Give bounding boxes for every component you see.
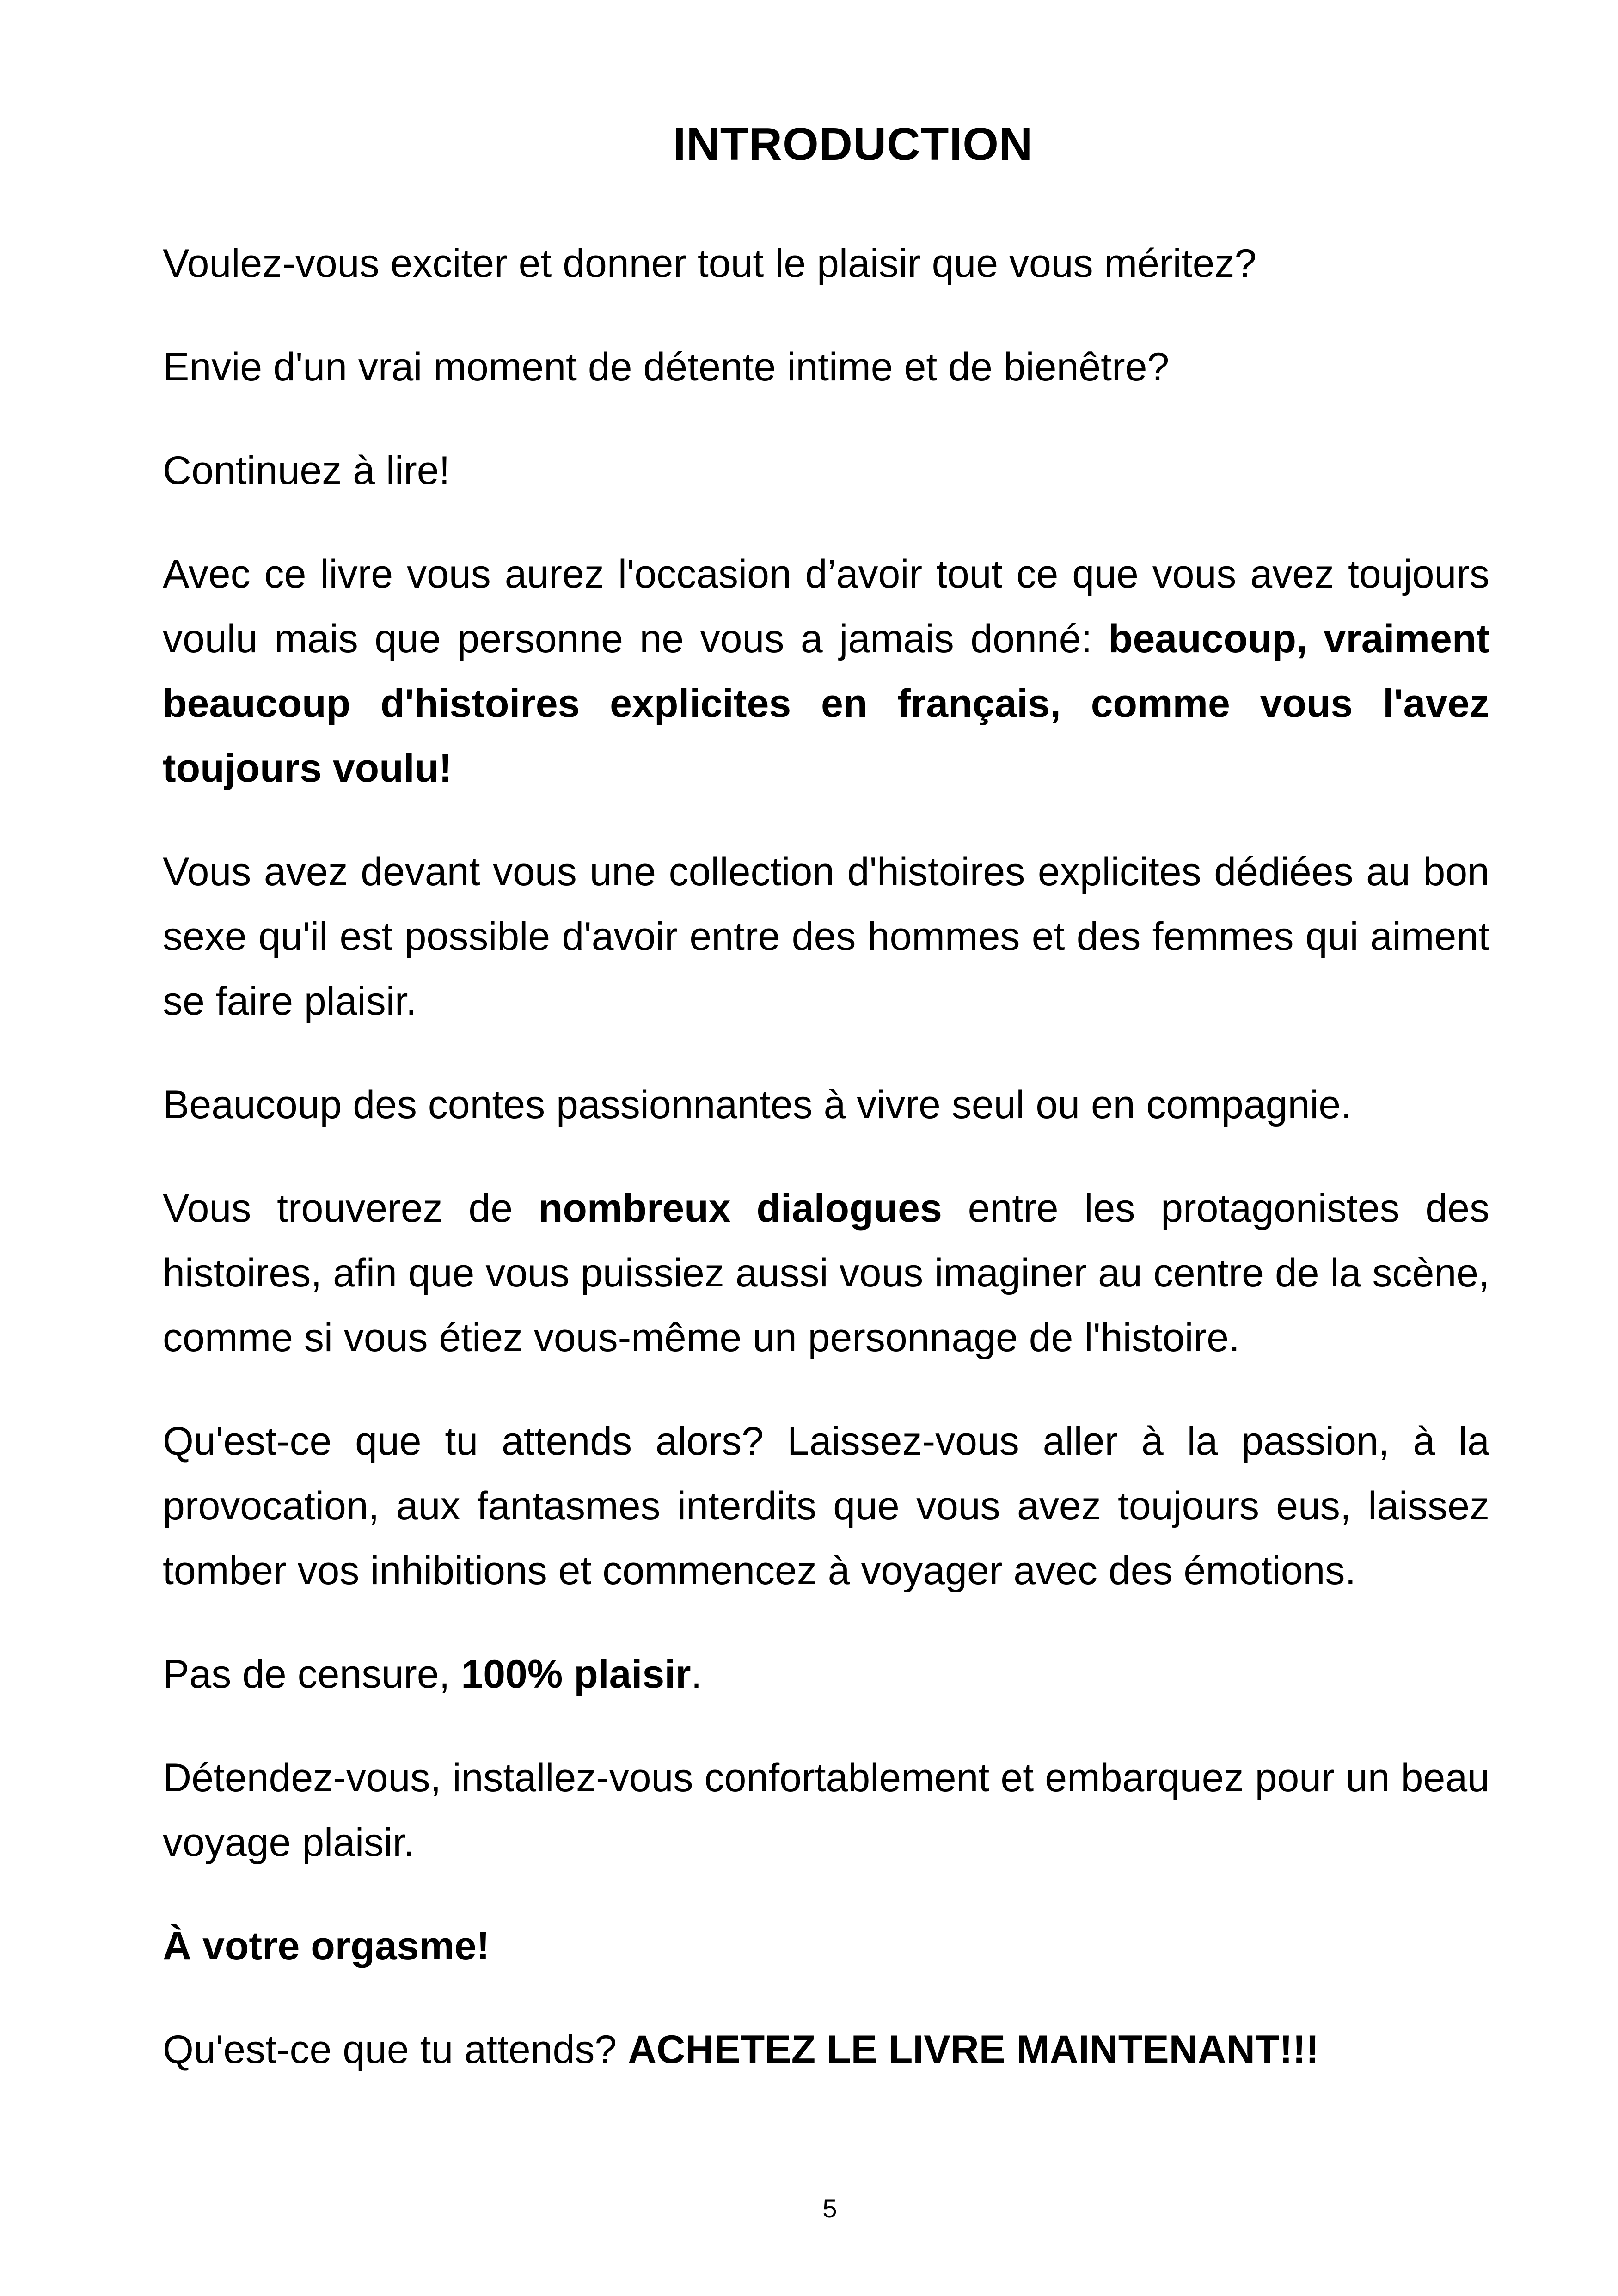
chapter-title-text: INTRODUCTION <box>673 118 1033 170</box>
paragraph-7-before: Vous trouverez de <box>163 1186 539 1231</box>
paragraph-4-bold: beaucoup, vraiment beaucoup d'histoires explicites en français, comme vous l'avez toujours voulu! <box>163 617 1489 790</box>
page-number: 5 <box>822 2194 837 2223</box>
paragraph-6: Beaucoup des contes passionnantes à vivre seul ou en compagnie. <box>163 1083 1352 1127</box>
paragraph-11-bold: À votre orgasme! <box>163 1924 490 1968</box>
paragraph-8: Qu'est-ce que tu attends alors? Laissez-vous aller à la passion, à la provocation, aux fantasmes interdits que vous avez toujours eus, laissez tomber vos inhibitions et commencez à voyager avec des émotions. <box>163 1419 1489 1593</box>
paragraph-12-before: Qu'est-ce que tu attends? <box>163 2027 628 2072</box>
paragraph-7 <box>163 1176 1489 1370</box>
chapter-title <box>0 118 1618 170</box>
paragraph-2: Envie d'un vrai moment de détente intime et de bienêtre? <box>163 345 1170 389</box>
paragraph-9-bold: 100% plaisir <box>461 1652 691 1696</box>
paragraph-7-after: entre les protagonistes des histoires, afin que vous puissiez aussi vous imaginer au centre de la scène, comme si vous étiez vous-même un personnage de l'histoire. <box>163 1186 1489 1360</box>
paragraph-1: Voulez-vous exciter et donner tout le plaisir que vous méritez? <box>163 241 1257 286</box>
paragraph-7-bold: nombreux dialogues <box>538 1186 942 1231</box>
paragraph-9-before: Pas de censure, <box>163 1652 461 1696</box>
paragraph-4 <box>163 542 1489 801</box>
paragraph-9-after: . <box>691 1652 702 1696</box>
paragraph-12 <box>163 2017 1489 2082</box>
paragraph-9 <box>163 1642 1489 1707</box>
paragraph-10: Détendez-vous, installez-vous confortablement et embarquez pour un beau voyage plaisir. <box>163 1756 1489 1865</box>
introduction-body <box>163 231 1489 2121</box>
paragraph-4-text: Avec ce livre vous aurez l'occasion d’avoir tout ce que vous avez toujours voulu mais que personne ne vous a jamais donné: <box>163 552 1489 661</box>
paragraph-3: Continuez à lire! <box>163 448 450 493</box>
paragraph-5: Vous avez devant vous une collection d'histoires explicites dédiées au bon sexe qu'il est possible d'avoir entre des hommes et des femmes qui aiment se faire plaisir. <box>163 850 1489 1023</box>
paragraph-12-bold: ACHETEZ LE LIVRE MAINTENANT!!! <box>628 2027 1319 2072</box>
paragraph-11 <box>163 1914 1489 1978</box>
